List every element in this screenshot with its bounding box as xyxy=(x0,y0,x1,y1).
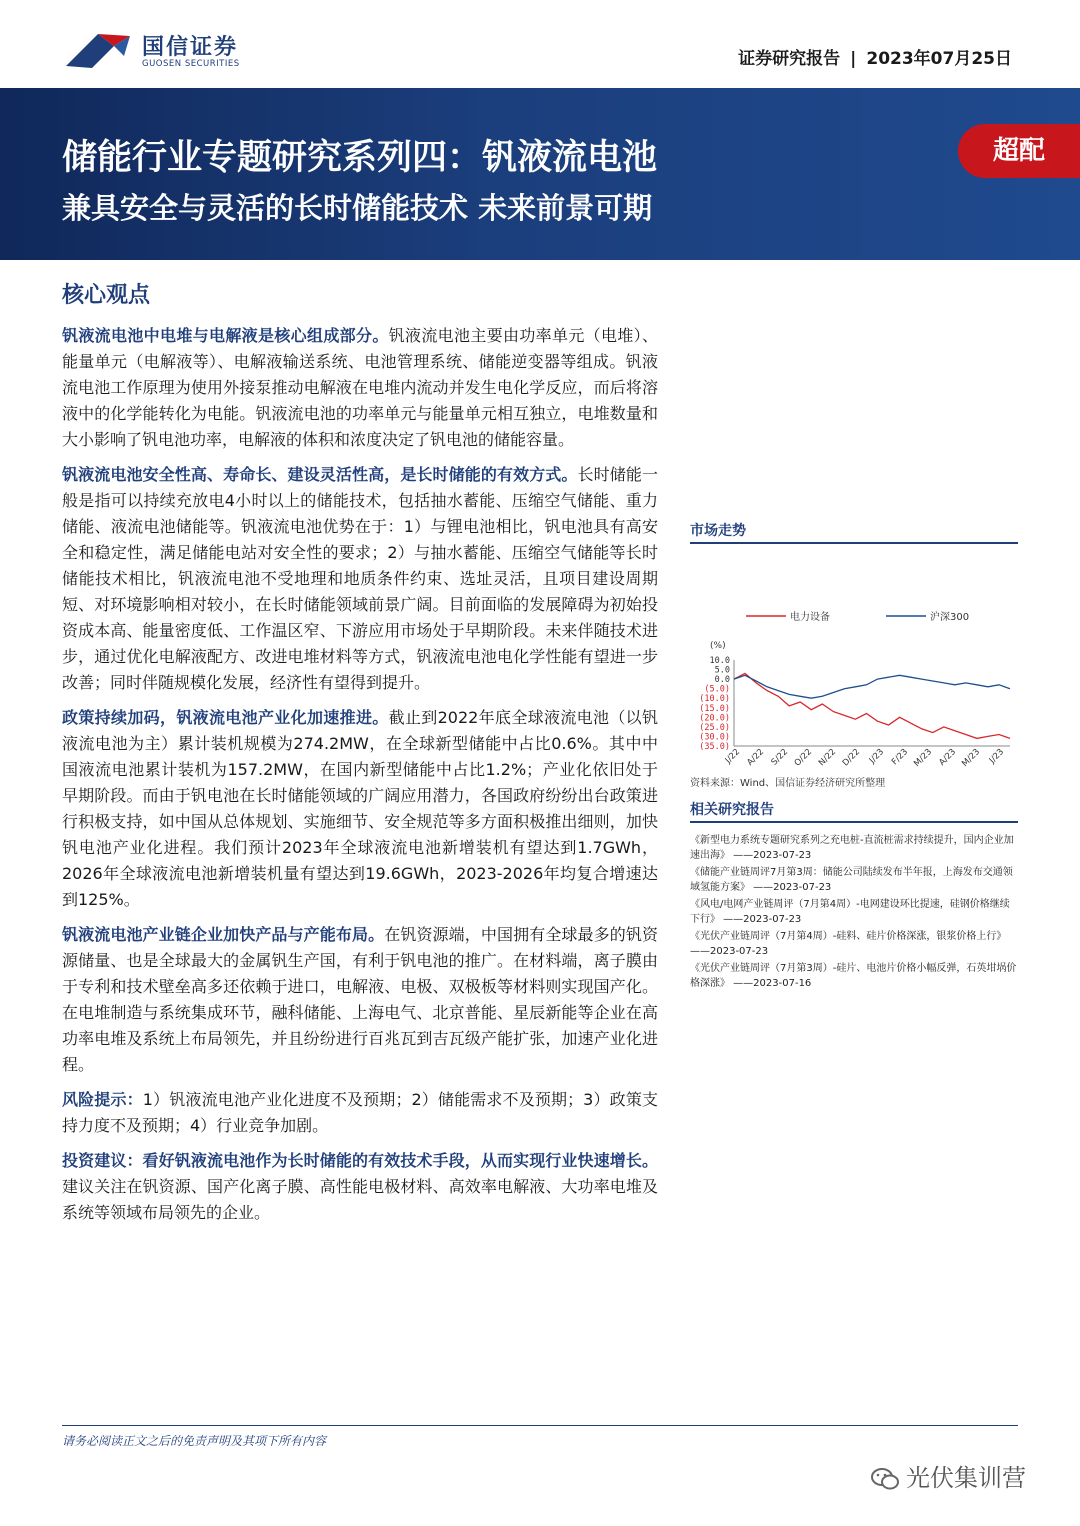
y-tick-label: 10.0 xyxy=(709,656,730,666)
paragraph-lead: 钒液流电池中电堆与电解液是核心组成部分。 xyxy=(62,326,389,345)
related-heading: 相关研究报告 xyxy=(690,799,1018,823)
related-item[interactable]: 《新型电力系统专题研究系列之充电桩-直流桩需求持续提升，国内企业加速出海》 ——2023-07-23 xyxy=(690,835,1014,861)
related-item[interactable]: 《风电/电网产业链周评（7月第4周）-电网建设环比提速，硅钢价格继续下行》 ——2023-07-23 xyxy=(690,899,1010,925)
related-item[interactable]: 《储能产业链周评7月第3周：储能公司陆续发布半年报，上海发布交通领域氢能方案》 ——2023-07-23 xyxy=(690,867,1013,893)
paragraph-lead: 钒液流电池安全性高、寿命长、建设灵活性高，是长时储能的有效方式。 xyxy=(62,465,578,484)
y-tick-label: (15.0) xyxy=(699,703,730,714)
title-banner xyxy=(0,88,1080,260)
chart-source: 资料来源：Wind、国信证券经济研究所整理 xyxy=(690,778,886,789)
y-tick-label: (10.0) xyxy=(699,694,730,705)
x-tick-label: F/23 xyxy=(889,747,911,768)
paragraph xyxy=(62,922,658,1078)
related-item[interactable]: 《光伏产业链周评（7月第3周）-硅片、电池片价格小幅反弹，石英坩埚价格深涨》 ——2023-07-16 xyxy=(690,963,1017,989)
report-title: 储能行业专题研究系列四：钒液流电池 xyxy=(62,138,658,178)
logo-mark-icon xyxy=(62,26,134,74)
y-tick-label: (5.0) xyxy=(704,684,730,695)
y-tick-label: (35.0) xyxy=(699,742,730,752)
report-meta xyxy=(738,44,1012,69)
x-tick-label: O/22 xyxy=(792,747,815,769)
x-tick-label: A/23 xyxy=(937,747,959,768)
legend-label: 电力设备 xyxy=(790,612,830,623)
report-subtitle: 兼具安全与灵活的长时储能技术 未来前景可期 xyxy=(62,191,653,225)
sidebar xyxy=(690,520,1018,993)
report-type: 证券研究报告 xyxy=(738,49,841,69)
y-unit-label: (%) xyxy=(710,641,726,651)
top-bar xyxy=(0,0,1080,88)
company-logo xyxy=(62,26,262,74)
x-tick-label: J/23 xyxy=(867,747,887,766)
legend-label: 沪深300 xyxy=(930,612,970,623)
wechat-icon xyxy=(870,1466,900,1492)
logo-text: 国信证券 xyxy=(142,35,239,60)
paragraph-lead: 投资建议：看好钒液流电池作为长时储能的有效技术手段，从而实现行业快速增长。 xyxy=(62,1151,658,1170)
y-tick-label: 5.0 xyxy=(714,665,730,676)
watermark xyxy=(870,1458,1026,1493)
x-tick-label: J/22 xyxy=(723,747,743,766)
paragraph xyxy=(62,705,658,913)
logo-subtext: GUOSEN SECURITIES xyxy=(142,59,240,69)
paragraph-lead: 政策持续加码，钒液流电池产业化加速推进。 xyxy=(62,708,389,727)
watermark-text: 光伏集训营 xyxy=(906,1464,1026,1492)
core-heading: 核心观点 xyxy=(62,283,151,308)
paragraph xyxy=(62,1148,658,1226)
related-item[interactable]: 《光伏产业链周评（7月第4周）-硅料、硅片价格深涨，银浆价格上行》 ——2023-07-23 xyxy=(690,931,1007,957)
report-date: 2023年07月25日 xyxy=(866,49,1012,69)
paragraph xyxy=(62,323,658,453)
core-views xyxy=(62,278,658,1235)
paragraph-body: 建议关注在钒资源、国产化离子膜、高性能电极材料、高效率电解液、大功率电堆及系统等领域布局领先的企业。 xyxy=(62,1177,658,1222)
y-tick-label: (30.0) xyxy=(699,732,730,743)
x-tick-label: S/22 xyxy=(769,747,791,768)
y-tick-label: (20.0) xyxy=(699,713,730,724)
related-list xyxy=(690,833,1018,991)
x-tick-label: M/23 xyxy=(912,747,935,769)
rating-badge: 超配 xyxy=(958,124,1080,178)
market-heading: 市场走势 xyxy=(690,520,1018,544)
x-tick-label: D/22 xyxy=(840,747,863,769)
y-tick-label: (25.0) xyxy=(699,722,730,733)
paragraph-body: 1）钒液流电池产业化进度不及预期；2）储能需求不及预期；3）政策支持力度不及预期；4）行业竞争加剧。 xyxy=(62,1090,658,1135)
paragraph-body: 截止到2022年底全球液流电池（以钒液流电池为主）累计装机规模为274.2MW，在全球新型储能中占比0.6%。其中中国液流电池累计装机为157.2MW，在国内新型储能中占比1.2%；产业化依旧处于早期阶段。而由于钒电池在长时储能领域的广阔应用潜力，各国政府纷纷出台政策进行积极支持，如中国从总体规划、实施细节、安全规范等多方面积极推出细则，加快钒电池产业化进程。我们预计2023年全球液流电池新增装机有望达到1.7GWh，2026年全球液流电池新增装机量有望达到19.6GWh，2023-2026年均复合增速达到125%。 xyxy=(62,708,658,909)
market-chart xyxy=(690,550,1018,770)
market-chart-svg xyxy=(690,550,1018,770)
paragraph-lead: 风险提示： xyxy=(62,1090,143,1109)
paragraph xyxy=(62,1087,658,1139)
paragraph xyxy=(62,462,658,696)
x-tick-label: A/22 xyxy=(745,747,767,768)
meta-divider: | xyxy=(850,49,857,69)
paragraph-body: 在钒资源端，中国拥有全球最多的钒资源储量、也是全球最大的金属钒生产国，有利于钒电池的推广。在材料端，离子膜由于专利和技术壁垒高多还依赖于进口，电解液、电极、双极板等材料则实现国产化。在电堆制造与系统集成环节，融科储能、上海电气、北京普能、星辰新能等企业在高功率电堆及系统上布局领先，并且纷纷进行百兆瓦到吉瓦级产能扩张，加速产业化进程。 xyxy=(62,925,658,1074)
x-tick-label: M/23 xyxy=(960,747,983,769)
footer-disclaimer: 请务必阅读正文之后的免责声明及其项下所有内容 xyxy=(62,1434,327,1448)
footer-divider xyxy=(62,1425,1018,1426)
paragraph-body: 长时储能一般是指可以持续充放电4小时以上的储能技术，包括抽水蓄能、压缩空气储能、重力储能、液流电池储能等。钒液流电池优势在于：1）与锂电池相比，钒电池具有高安全和稳定性，满足储能电站对安全性的要求；2）与抽水蓄能、压缩空气储能等长时储能技术相比，钒液流电池不受地理和地质条件约束、选址灵活，且项目建设周期短、对环境影响相对较小，在长时储能领域前景广阔。目前面临的发展障碍为初始投资成本高、能量密度低、工作温区窄、下游应用市场处于早期阶段。未来伴随技术进步，通过优化电解液配方、改进电堆材料等方式，钒液流电池电化学性能有望进一步改善；同时伴随规模化发展，经济性有望得到提升。 xyxy=(62,465,658,692)
x-tick-label: N/22 xyxy=(816,747,839,769)
x-tick-label: J/23 xyxy=(987,747,1007,766)
paragraph-lead: 钒液流电池产业链企业加快产品与产能布局。 xyxy=(62,925,385,944)
paragraph-body: 钒液流电池主要由功率单元（电堆）、能量单元（电解液等）、电解液输送系统、电池管理系统、储能逆变器等组成。钒液流电池工作原理为使用外接泵推动电解液在电堆内流动并发生电化学反应，而后将溶液中的化学能转化为电能。钒液流电池的功率单元与能量单元相互独立，电堆数量和大小影响了钒电池功率，电解液的体积和浓度决定了钒电池的储能容量。 xyxy=(62,326,658,449)
y-tick-label: 0.0 xyxy=(714,675,730,686)
